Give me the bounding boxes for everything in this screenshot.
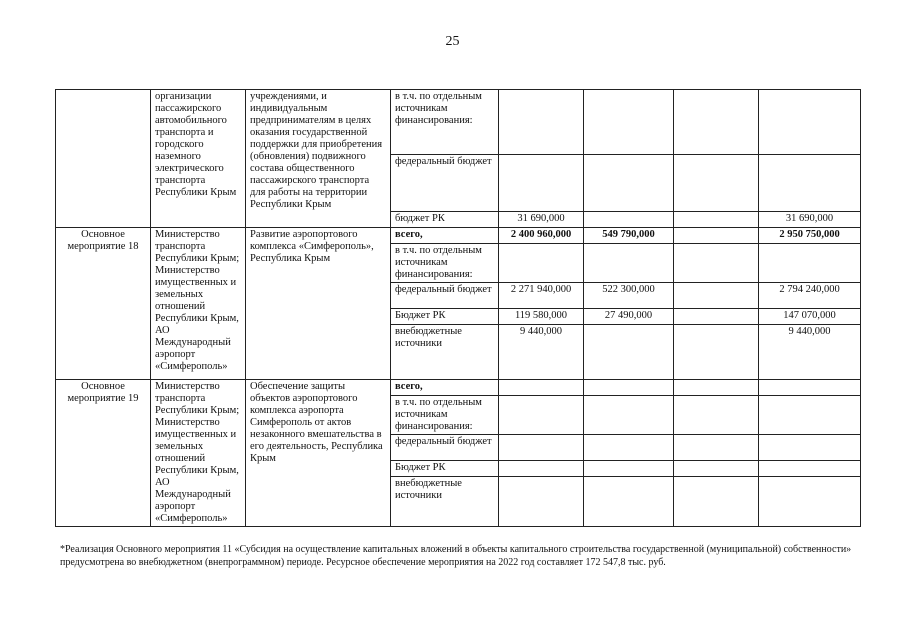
value-cell [499,90,584,155]
value-cell [674,90,759,155]
table-row [56,90,861,155]
total-cell [759,90,861,155]
total-cell: 147 070,000 [759,309,861,325]
page-number: 25 [445,34,460,49]
total-cell [759,396,861,435]
value-cell: 119 580,000 [499,309,584,325]
measure-name-cell [56,90,151,228]
total-cell: 2 794 240,000 [759,283,861,309]
description-cell: Развитие аэропортового комплекса «Симферополь», Республика Крым [246,228,391,380]
description-cell: Обеспечение защиты объектов аэропортового комплекса аэропорта Симферополь от актов незаконного вмешательства в его деятельность, Республика Крым [246,380,391,527]
value-cell [499,396,584,435]
source-cell: федеральный бюджет [391,283,499,309]
total-cell: 31 690,000 [759,212,861,228]
value-cell [674,212,759,228]
value-cell [584,155,674,212]
value-cell [499,380,584,396]
total-cell [759,380,861,396]
value-cell: 31 690,000 [499,212,584,228]
source-cell: Бюджет РК [391,461,499,477]
measure-name-cell: Основное мероприятие 19 [56,380,151,527]
total-cell [759,461,861,477]
value-cell: 2 400 960,000 [499,228,584,244]
executor-cell: Министерство транспорта Республики Крым; Министерство имущественных и земельных отношений Республики Крым, АО Международный аэропорт «Симферополь» [151,228,246,380]
measure-name-cell: Основное мероприятие 18 [56,228,151,380]
source-cell: в т.ч. по отдельным источникам финансирования: [391,244,499,283]
source-cell: всего, [391,380,499,396]
executor-cell: Министерство транспорта Республики Крым; Министерство имущественных и земельных отношений Республики Крым, АО Международный аэропорт «Симферополь» [151,380,246,527]
table-row [56,228,861,244]
value-cell [499,435,584,461]
total-cell: 2 950 750,000 [759,228,861,244]
value-cell [584,396,674,435]
source-cell: Бюджет РК [391,309,499,325]
description-cell: учреждениями, и индивидуальным предпринимателям в целях оказания государственной поддержки для приобретения (обновления) подвижного состава общественного пассажирского транспорта для работы на территории Республики Крым [246,90,391,228]
value-cell: 549 790,000 [584,228,674,244]
value-cell [674,325,759,380]
value-cell: 522 300,000 [584,283,674,309]
value-cell [674,155,759,212]
total-cell [759,155,861,212]
source-cell: внебюджетные источники [391,325,499,380]
value-cell [584,244,674,283]
footnote: *Реализация Основного мероприятия 11 «Субсидия на осуществление капитальных вложений в объекты капитального строительства государственной (муниципальной) собственности» предусмотрена во внебюджетном (внепрограммном) периоде. Ресурсное обеспечение мероприятия на 2022 год составляет 172 547,8 тыс. руб. [60,544,852,568]
executor-cell: организации пассажирского автомобильного транспорта и городского наземного электрического транспорта Республики Крым [151,90,246,228]
value-cell [499,461,584,477]
value-cell [584,90,674,155]
value-cell [499,155,584,212]
value-cell [674,244,759,283]
source-cell: внебюджетные источники [391,477,499,527]
source-cell: бюджет РК [391,212,499,228]
value-cell [674,477,759,527]
source-cell: в т.ч. по отдельным источникам финансирования: [391,396,499,435]
value-cell [584,212,674,228]
value-cell [674,396,759,435]
value-cell [499,244,584,283]
total-cell: 9 440,000 [759,325,861,380]
value-cell [584,435,674,461]
value-cell: 9 440,000 [499,325,584,380]
total-cell [759,435,861,461]
value-cell: 27 490,000 [584,309,674,325]
value-cell [674,283,759,309]
source-cell: в т.ч. по отдельным источникам финансирования: [391,90,499,155]
value-cell [674,380,759,396]
source-cell: всего, [391,228,499,244]
budget-table [55,89,861,527]
source-cell: федеральный бюджет [391,155,499,212]
value-cell [674,461,759,477]
value-cell [584,461,674,477]
value-cell [674,435,759,461]
value-cell [674,309,759,325]
total-cell [759,477,861,527]
source-cell: федеральный бюджет [391,435,499,461]
value-cell [584,325,674,380]
value-cell [499,477,584,527]
table-row [56,380,861,396]
value-cell [674,228,759,244]
total-cell [759,244,861,283]
value-cell [584,477,674,527]
value-cell [584,380,674,396]
value-cell: 2 271 940,000 [499,283,584,309]
